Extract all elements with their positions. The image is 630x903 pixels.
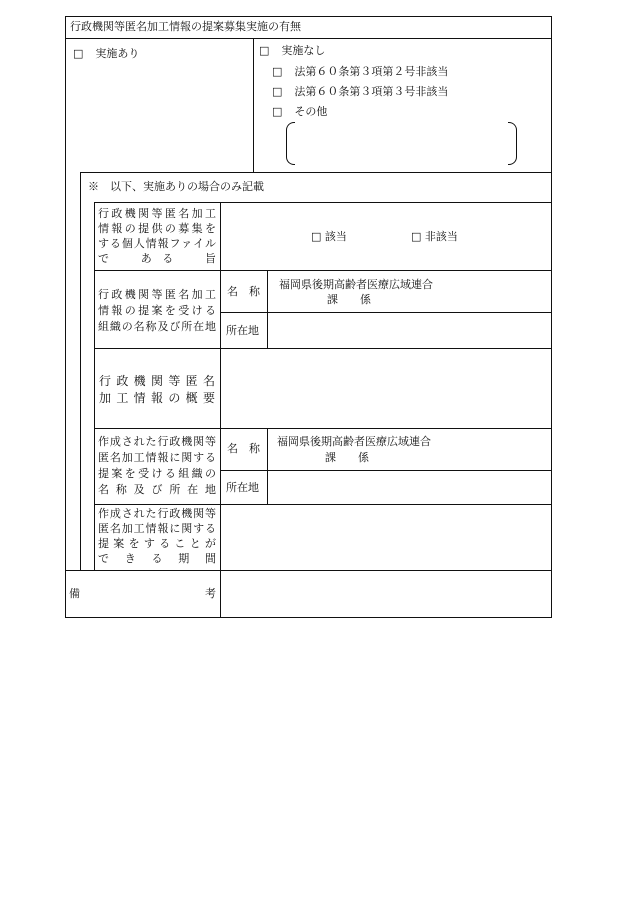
rule-6 xyxy=(220,470,552,471)
sub-divider-1 xyxy=(267,270,268,348)
implemented-option[interactable] xyxy=(73,48,139,59)
inner-left-2 xyxy=(94,202,95,570)
status-divider xyxy=(253,38,254,172)
created-receiver-label: 作成された行政機関等 匿名加工情報に関する 提案を受ける組織の 名称及び所在地 xyxy=(98,435,216,496)
rule-2 xyxy=(94,270,552,271)
created-receiver-name-value: 福岡県後期高齢者医療広域連合 xyxy=(277,435,431,448)
receiver-name-label: 名 称 xyxy=(227,285,260,298)
personal-file-label: 行政機関等匿名加工 情報の提供の募集を する個人情報ファイル で ある 旨 xyxy=(98,207,216,265)
checkbox[interactable]: □ xyxy=(272,105,283,118)
implemented-label: 実施あり xyxy=(95,47,140,60)
rule-1 xyxy=(94,202,552,203)
reason-option-1[interactable] xyxy=(272,66,448,77)
rule-8 xyxy=(65,570,552,571)
period-label: 作成された行政機関等 匿名加工情報に関する 提案をすることが できる期間 xyxy=(98,507,216,565)
option-not-applicable[interactable]: □ 非該当 xyxy=(411,230,458,243)
checkbox[interactable]: □ xyxy=(73,47,84,60)
note-text: ※ 以下、実施ありの場合のみ記載 xyxy=(88,180,264,193)
inner-left-1 xyxy=(80,172,81,570)
overview-label: 行政機関等匿名 加工情報の概要 xyxy=(99,374,215,405)
frame-bottom xyxy=(65,617,552,618)
reason-option-2[interactable] xyxy=(272,86,448,97)
heading-divider xyxy=(65,38,552,39)
rule-7 xyxy=(94,504,552,505)
bracket-right xyxy=(508,122,517,165)
label-divider xyxy=(220,202,221,618)
receiver-address-label: 所在地 xyxy=(226,324,259,337)
receiver-label: 行政機関等匿名加工 情報の提案を受ける 組織の名称及び所在地 xyxy=(98,288,216,333)
created-receiver-name-label: 名 称 xyxy=(227,442,260,455)
reason-label: 法第６０条第３項第３号非該当 xyxy=(294,85,449,98)
receiver-name-value: 福岡県後期高齢者医療広域連合 xyxy=(279,278,433,291)
frame-top xyxy=(65,16,552,17)
reason-label: 法第６０条第３項第２号非該当 xyxy=(294,65,449,78)
other-reason-bracket[interactable] xyxy=(286,122,517,165)
sub-divider-2 xyxy=(267,428,268,504)
created-receiver-address-label: 所在地 xyxy=(226,481,259,494)
frame-right xyxy=(551,16,552,618)
rule-3 xyxy=(220,312,552,313)
checkbox[interactable]: □ xyxy=(272,65,283,78)
checkbox[interactable]: □ xyxy=(259,44,270,57)
option-applicable[interactable]: □ 該当 xyxy=(311,230,347,243)
remarks-label-right: 考 xyxy=(205,587,216,600)
checkbox[interactable]: □ xyxy=(272,85,283,98)
not-implemented-label: 実施なし xyxy=(281,44,326,57)
reason-option-3[interactable] xyxy=(272,106,327,117)
remarks-label-left: 備 xyxy=(69,587,80,600)
rule-4 xyxy=(94,348,552,349)
reason-label: その他 xyxy=(294,105,328,118)
frame-left xyxy=(65,16,66,618)
receiver-section-value: 課 係 xyxy=(327,293,371,306)
note-top xyxy=(80,172,552,173)
created-receiver-section-value: 課 係 xyxy=(325,451,369,464)
bracket-left xyxy=(286,122,295,165)
not-implemented-option[interactable] xyxy=(259,45,325,56)
form-heading: 行政機関等匿名加工情報の提案募集実施の有無 xyxy=(70,20,301,33)
rule-5 xyxy=(94,428,552,429)
